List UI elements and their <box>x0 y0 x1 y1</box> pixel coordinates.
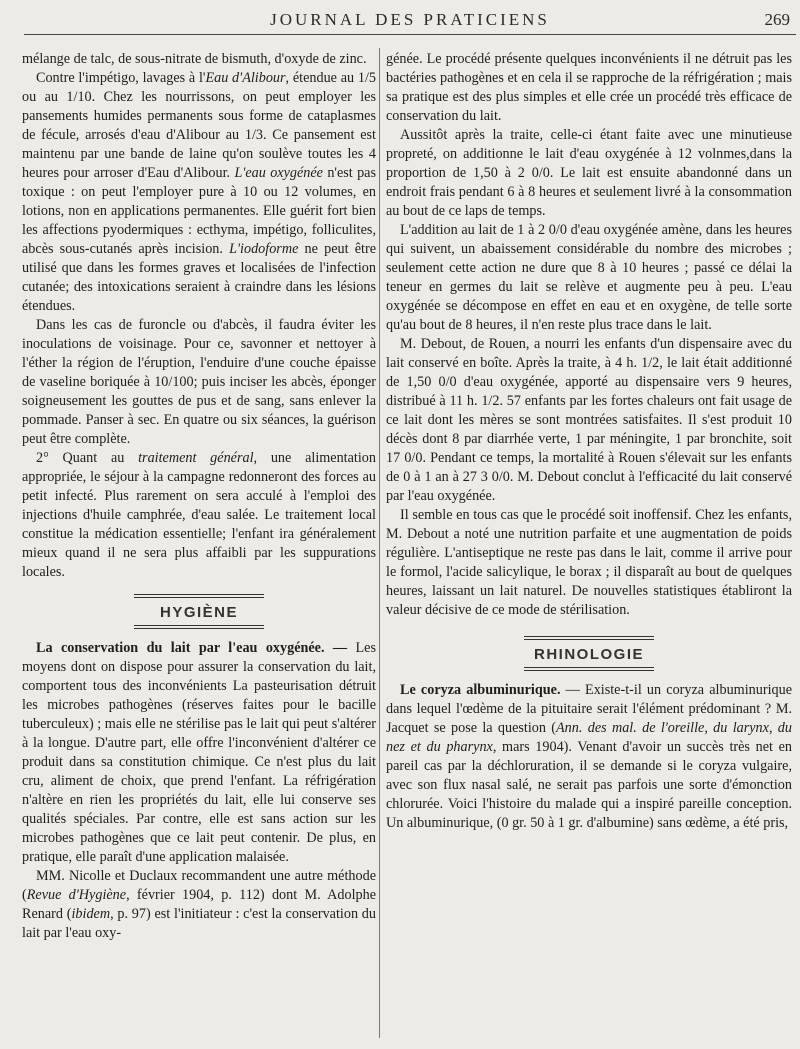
section-rule <box>524 667 654 671</box>
page-number: 269 <box>764 10 790 29</box>
section-rule <box>524 636 654 640</box>
paragraph: Dans les cas de furoncle ou d'abcès, il faudra éviter les inoculations de voisinage. Pour ce, savonner et nettoyer à l'éther la région de l'éruption, l'enduire d'une couche épaisse de vaseline boriquée à 10/100; puis inciser les abcès, éponger soigneusement les gouttes de pus et de sang, sans enlever la pommade. Panser à sec. En quatre ou six séances, la guérison peut être complète. <box>22 317 376 447</box>
section-rule <box>134 594 264 598</box>
left-column <box>22 50 376 943</box>
paragraph: génée. Le procédé présente quelques inconvénients il ne détruit pas les bactéries pathogènes et en cela il se rapproche de la réfrigération ; mais sa pratique est des plus simples et elle crée un procédé très efficace de conservation du lait. <box>386 51 792 124</box>
paragraph: Contre l'impétigo, lavages à l'Eau d'Alibour, étendue au 1/5 ou au 1/10. Chez les nourrissons, on peut employer les pansements humides permanents sous forme de cataplasmes de fécule, arrosés d'eau d'Alibour au 1/3. Ce pansement est maintenu par une bande de laine qu'on soulève toutes les 4 heures pour arroser d'Eau d'Alibour. L'eau oxygénée n'est pas toxique : on peut l'employer pure à 10 ou 12 volumes, en lotions, non en applications permanentes. Elle guérit fort bien les affections pyodermiques : ecthyma, impétigo, folliculites, abcès sous-cutanés après incision. L'iodoforme ne peut être utilisé que dans les formes graves et localisées de l'infection cutanée; des intoxications seraient à craindre dans les lésions étendues. <box>22 70 376 314</box>
article-paragraph: La conservation du lait par l'eau oxygénée. — Les moyens dont on dispose pour assurer la conservation du lait, comportent tous des inconvénients La pasteurisation détruit les microbes pathogènes (réserves faites pour le bacille tuberculeux) ; mais elle ne stérilise pas le lait qui peut s'altérer à la longue. D'autre part, elle offre l'inconvénient d'altérer ce produit dans sa constitution chimique. Ce n'est plus du lait cru, aliment de choix, que prend l'enfant. La réfrigération n'altère en rien les propriétés du lait, elle lui conserve ses qualités spéciales. Par contre, elle est sans action sur les microbes pathogènes que ce lait peut contenir. De plus, en pratique, elle paraît d'une application malaisée. <box>22 640 376 865</box>
section-rule <box>134 625 264 629</box>
section-heading-hygiene <box>22 594 376 629</box>
paragraph: mélange de talc, de sous-nitrate de bismuth, d'oxyde de zinc. <box>22 51 367 67</box>
journal-title: JOURNAL DES PRATICIENS <box>270 10 550 29</box>
paragraph: M. Debout, de Rouen, a nourri les enfants d'un dispensaire avec du lait conservé en boîte. Après la traite, à 4 h. 1/2, le lait était additionné de 1,50 0/0 d'eau oxygénée, apporté au dispensaire vers 9 heures, distribué à 11 h. 1/2. 57 enfants par les fortes chaleurs ont fait usage de ce lait dont les mères se sont montrées satisfaites. Il s'est produit 10 décès dont 8 par diarrhée verte, 1 par méningite, 1 par bronchite, soit 17 0/0. Pendant ce temps, la mortalité à Rouen s'élevait sur les enfants de 0 à 1 an à 27 3 0/0. M. Debout conclut à l'efficacité du lait conservé par l'eau oxygénée. <box>386 336 792 504</box>
section-title: HYGIÈNE <box>159 604 238 621</box>
column-divider <box>379 48 380 1038</box>
running-header <box>24 10 796 35</box>
article-paragraph: Le coryza albuminurique. — Existe-t-il un coryza albuminurique dans lequel l'œdème de la pituitaire serait l'élément prédominant ? M. Jacquet se pose la question (Ann. des mal. de l'oreille, du larynx, du nez et du pharynx, mars 1904). Venant d'avoir un succès très net en pareil cas par la déchloruration, il se demande si le coryza vulgaire, avec son flux nasal salé, ne serait pas parfois une sorte d'émonction chlorurée. Voici l'histoire du malade qui a inspiré pareille conception. Un albuminurique, (0 gr. 50 à 1 gr. d'albumine) sans œdème, a été pris, <box>386 682 792 831</box>
paragraph: 2° Quant au traitement général, une alimentation appropriée, le séjour à la campagne redonneront des forces au petit infecté. Plus rarement on sera acculé à l'emploi des injections d'huile camphrée, d'eau salée. Le traitement local constitue la médication essentielle; l'enfant ira généralement mieux quand il ne sera plus affaibli par les suppurations locales. <box>22 450 376 580</box>
section-title: RHINOLOGIE <box>533 646 644 663</box>
paragraph: Il semble en tous cas que le procédé soit inoffensif. Chez les enfants, M. Debout a noté une nutrition parfaite et une augmentation de poids régulière. L'antiseptique ne reste pas dans le lait, comme il arrive pour le formol, l'acide salicylique, le borax ; il disparaît au bout de quelques heures, laissant un lait naturel. De nouvelles statistiques établiront la valeur décisive de ce mode de stérilisation. <box>386 507 792 618</box>
right-column <box>386 50 792 833</box>
paragraph: L'addition au lait de 1 à 2 0/0 d'eau oxygénée amène, dans les heures qui suivent, un abaissement considérable du nombre des microbes ; seulement cette action ne dure que 8 à 10 heures ; passé ce délai la teneur en germes du lait se relève et augmente peu à peu. L'eau oxygénée se décompose en effet en eau et en oxygène, de telle sorte qu'au bout de 8 heures, il n'en reste plus trace dans le lait. <box>386 222 792 333</box>
article-paragraph: MM. Nicolle et Duclaux recommandent une autre méthode (Revue d'Hygiène, février 1904, p. 112) dont M. Adolphe Renard (ibidem, p. 97) est l'initiateur : c'est la conservation du lait par l'eau oxy- <box>22 868 376 941</box>
article-title: La conservation du lait par l'eau oxygénée. — <box>36 640 348 656</box>
section-heading-rhinologie <box>386 636 792 671</box>
paragraph: Aussitôt après la traite, celle-ci étant faite avec une minutieuse propreté, on additionne le lait d'eau oxygénée à 12 volnmes,dans la proportion de 1,50 à 2 0/0. Le lait est ensuite abandonné dans un endroit frais pendant 6 à 8 heures et seulement livré à la consommation au bout de ce laps de temps. <box>386 127 792 219</box>
article-title: Le coryza albuminurique. <box>400 682 561 698</box>
